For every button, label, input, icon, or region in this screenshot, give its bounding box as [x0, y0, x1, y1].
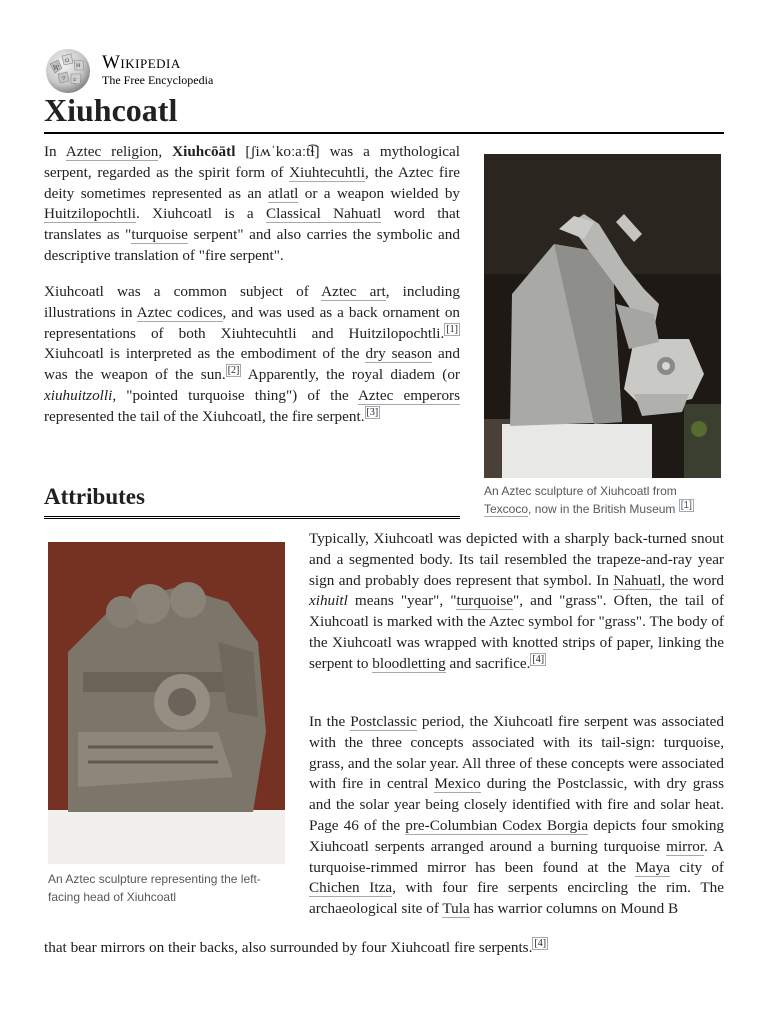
wikipedia-globe-icon	[44, 46, 94, 94]
link-codex-borgia[interactable]: pre-Columbian Codex Borgia	[405, 816, 589, 834]
link-aztec-emperors[interactable]: Aztec emperors	[357, 386, 461, 404]
ipa-pronunciation[interactable]: [ʃiʍˈkoːaːt͡ɬ]	[235, 143, 320, 160]
attributes-paragraph-2-continued: that bear mirrors on their backs, also surrounded by four Xiuhcoatl fire serpents. [4]	[44, 937, 547, 956]
link-mexico[interactable]: Mexico	[434, 775, 481, 793]
intro-paragraph-2: Xiuhcoatl was a common subject of Aztec art, including illustrations in Aztec codices, and was used as a back ornament on representations of both Xiuhtecuhtli and Huitzilopochtli. [1] Xiuhcoatl is interpreted as the embodiment of the dry season and was the weapon of the sun. [2] Apparently, the royal diadem (or xiuhuitzolli, "pointed turquoise thing") of the Aztec emperors represented the tail of the Xiuhcoatl, the fire serpent. [3]	[44, 283, 461, 425]
attributes-paragraph-1: Typically, Xiuhcoatl was depicted with a sharply back-turned snout and a segmented body. Its tail resembled the trapeze-and-ray year sign and probably does represent that symbol. In Nahuatl, the word xihuitl means "year", "turquoise", and "grass". Often, the tail of Xiuhcoatl is marked with the Aztec symbol for "grass". The body of the Xiuhcoatl was wrapped with knotted strips of paper, linking the serpent to bloodletting and sacrifice. [4]	[309, 530, 724, 672]
section-heading-attributes: Attributes	[44, 482, 460, 519]
link-aztec-religion[interactable]: Aztec religion	[65, 143, 159, 160]
svg-text:ש: ש	[73, 77, 77, 83]
wordmark-title: Wikipedia	[102, 52, 181, 73]
link-bloodletting[interactable]: bloodletting	[372, 654, 446, 672]
wordmark-tagline: The Free Encyclopedia	[102, 73, 214, 87]
attributes-paragraph-2: In the Postclassic period, the Xiuhcoatl fire serpent was associated with the three concepts associated with its tail-sign: turquoise, grass, and the solar year. All three of these concepts were associated with fire in central Mexico during the Postclassic, with dry grass and the solar year being closely identified with fire and solar heat. Page 46 of the pre-Columbian Codex Borgia depicts four smoking Xiuhcoatl serpents arranged around a burning turquoise mirror. A turquoise-rimmed mirror has been found at the Maya city of Chichen Itza, with four fire serpents encircling the rim. The archaeological site of Tula has warrior columns on Mound B	[309, 713, 725, 918]
reference-4[interactable]: [4]	[532, 653, 545, 665]
page-title: Xiuhcoatl	[44, 90, 724, 134]
link-turquoise[interactable]: turquoise	[131, 226, 188, 244]
figure-head-sculpture	[48, 542, 285, 906]
link-nahuatl[interactable]: Nahuatl	[613, 571, 662, 589]
link-dry-season[interactable]: dry season	[365, 345, 433, 363]
link-maya[interactable]: Maya	[635, 858, 671, 876]
link-tula[interactable]: Tula	[442, 900, 470, 918]
link-postclassic[interactable]: Postclassic	[350, 713, 417, 730]
link-classical-nahuatl[interactable]: Classical Nahuatl	[265, 205, 382, 223]
svg-text:И: И	[76, 63, 81, 69]
link-chichen-itza[interactable]: Chichen Itza	[309, 879, 393, 897]
link-atlatl[interactable]: atlatl	[268, 184, 299, 202]
figure-caption: An Aztec sculpture of Xiuhcoatl from Texcoco, now in the British Museum [1]	[484, 484, 692, 516]
reference-1[interactable]: [1]	[446, 323, 458, 335]
svg-text:Ω: Ω	[65, 58, 70, 64]
link-aztec-codices[interactable]: Aztec codices	[136, 303, 223, 321]
link-aztec-art[interactable]: Aztec art	[321, 283, 386, 300]
link-turquoise-2[interactable]: turquoise	[456, 592, 514, 610]
wordmark	[102, 53, 213, 87]
svg-text:W: W	[53, 65, 60, 72]
caption-reference[interactable]: [1]	[680, 500, 692, 511]
reference-2[interactable]: [2]	[227, 365, 240, 377]
link-texcoco[interactable]: Texcoco	[484, 502, 529, 516]
svg-text:ウ: ウ	[61, 76, 67, 82]
reference-3[interactable]: [3]	[366, 406, 379, 418]
article-subject-bold: Xiuhcōātl	[172, 143, 236, 160]
sculpture-photo-texcoco[interactable]	[484, 154, 721, 478]
wikipedia-logo[interactable]	[44, 46, 213, 94]
figure-caption: An Aztec sculpture representing the left-facing head of Xiuhcoatl	[48, 872, 261, 904]
sculpture-photo-head[interactable]	[48, 542, 285, 864]
intro-paragraph-1: In Aztec religion, Xiuhcōātl [ʃiʍˈkoːaːt͡ɬ] was a mythological serpent, regarded as the spirit form of Xiuhtecuhtli, the Aztec fire deity sometimes represented as an atlatl or a weapon wielded by Huitzilopochtli. Xiuhcoatl is a Classical Nahuatl word that translates as "turquoise serpent" and also carries the symbolic and descriptive translation of "fire serpent".	[44, 143, 461, 264]
link-huitzilopochtli[interactable]: Huitzilopochtli	[44, 205, 136, 223]
link-xiuhtecuhtli[interactable]: Xiuhtecuhtli	[289, 163, 365, 181]
figure-texcoco-sculpture	[484, 154, 722, 518]
link-mirror[interactable]: mirror	[666, 837, 705, 855]
reference-4b[interactable]: [4]	[534, 937, 547, 949]
